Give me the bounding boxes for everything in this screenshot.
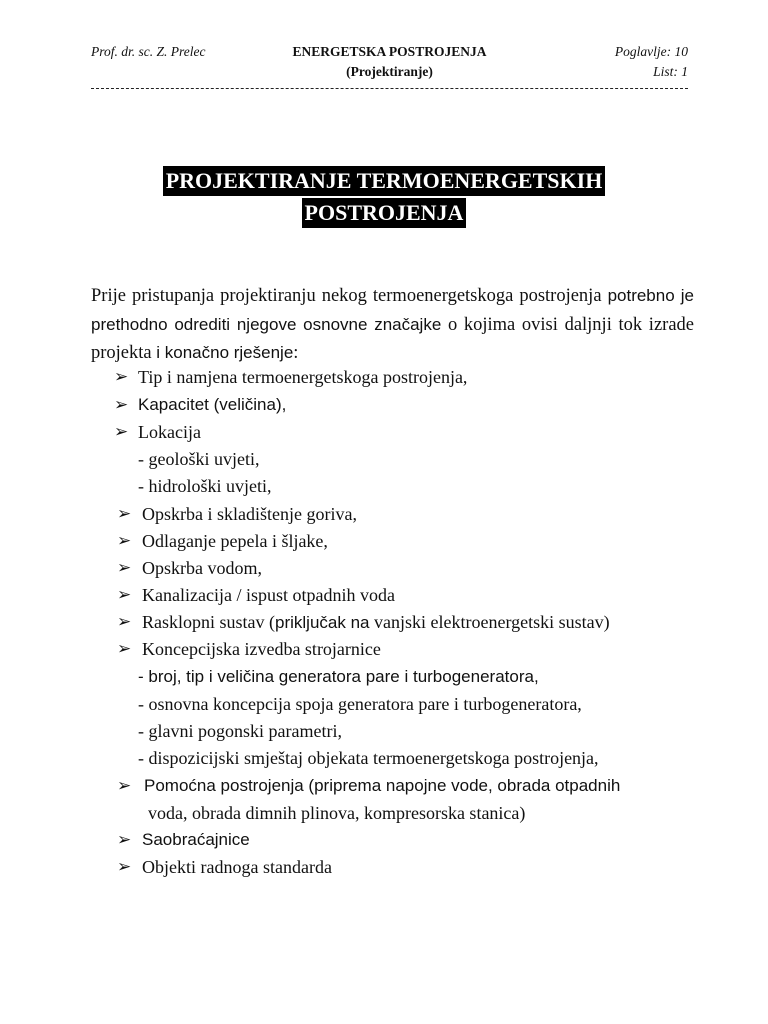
arrow-bullet-icon: ➢ bbox=[117, 830, 132, 850]
arrow-bullet-icon: ➢ bbox=[117, 639, 132, 659]
page-header bbox=[91, 44, 688, 84]
list-subitem-text: - geološki uvjeti, bbox=[138, 449, 260, 469]
list-subitem-text: - osnovna koncepcija spoja generatora pare i turbogeneratora, bbox=[138, 694, 582, 714]
document-heading bbox=[0, 166, 768, 228]
header-sheet: List: 1 bbox=[653, 64, 688, 79]
arrow-bullet-icon: ➢ bbox=[117, 857, 132, 877]
list-subitem-text: - hidrološki uvjeti, bbox=[138, 476, 272, 496]
list-item-text-part: vanjski elektroenergetski sustav) bbox=[369, 612, 610, 632]
heading-line-2: POSTROJENJA bbox=[302, 198, 467, 228]
header-chapter: Poglavlje: 10 bbox=[614, 44, 688, 59]
list-item-text: Pomoćna postrojenja (priprema napojne vode, obrada otpadnih bbox=[144, 776, 621, 795]
header-author: Prof. dr. sc. Z. Prelec bbox=[91, 44, 206, 59]
list-item-text: Opskrba i skladištenje goriva, bbox=[142, 504, 357, 524]
list-subitem-text: - glavni pogonski parametri, bbox=[138, 721, 342, 741]
header-subtitle: (Projektiranje) bbox=[346, 64, 433, 79]
header-title: ENERGETSKA POSTROJENJA bbox=[292, 44, 487, 59]
arrow-bullet-icon: ➢ bbox=[117, 612, 132, 632]
list-item-text: Objekti radnoga standarda bbox=[142, 857, 332, 877]
intro-text-2: potrebno je prethodno odrediti njegove osnovne značajke bbox=[91, 286, 695, 334]
list-item-text-part: priključak na bbox=[275, 613, 370, 632]
intro-text-1: Prije pristupanja projektiranju nekog termoenergetskoga postrojenja bbox=[91, 286, 602, 306]
list-item-text: Odlaganje pepela i šljake, bbox=[142, 531, 328, 551]
arrow-bullet-icon: ➢ bbox=[114, 367, 129, 387]
arrow-bullet-icon: ➢ bbox=[117, 776, 132, 796]
list-item-text: Tip i namjena termoenergetskoga postrojenja, bbox=[138, 367, 468, 387]
header-divider bbox=[91, 88, 688, 89]
intro-text-5: : bbox=[293, 343, 299, 363]
intro-text-3: o kojima ovisi daljnji tok izrade projekta bbox=[91, 314, 694, 363]
list-item-text: Opskrba vodom, bbox=[142, 558, 262, 578]
list-item-text-part: Rasklopni sustav ( bbox=[142, 612, 275, 632]
list-subitem-text: - broj, tip i veličina generatora pare i turbogeneratora, bbox=[138, 667, 539, 686]
arrow-bullet-icon: ➢ bbox=[117, 504, 132, 524]
list-item-text: voda, obrada dimnih plinova, kompresorska stanica) bbox=[148, 803, 526, 823]
list-item-text: Koncepcijska izvedba strojarnice bbox=[142, 639, 381, 659]
list-item-text: Lokacija bbox=[138, 422, 201, 442]
list-subitem-text: - dispozicijski smještaj objekata termoenergetskoga postrojenja, bbox=[138, 748, 599, 768]
list-item-text bbox=[142, 609, 610, 636]
arrow-bullet-icon: ➢ bbox=[117, 558, 132, 578]
arrow-bullet-icon: ➢ bbox=[117, 531, 132, 551]
heading-line-1: PROJEKTIRANJE TERMOENERGETSKIH bbox=[163, 166, 606, 196]
arrow-bullet-icon: ➢ bbox=[114, 395, 129, 415]
intro-text-4: i konačno rješenje bbox=[156, 343, 294, 362]
list-item-text: Kapacitet (veličina), bbox=[138, 395, 287, 414]
list-item-text: Saobraćajnice bbox=[142, 830, 250, 849]
intro-paragraph bbox=[91, 282, 694, 368]
list-item-text: Kanalizacija / ispust otpadnih voda bbox=[142, 585, 395, 605]
arrow-bullet-icon: ➢ bbox=[117, 585, 132, 605]
arrow-bullet-icon: ➢ bbox=[114, 422, 129, 442]
